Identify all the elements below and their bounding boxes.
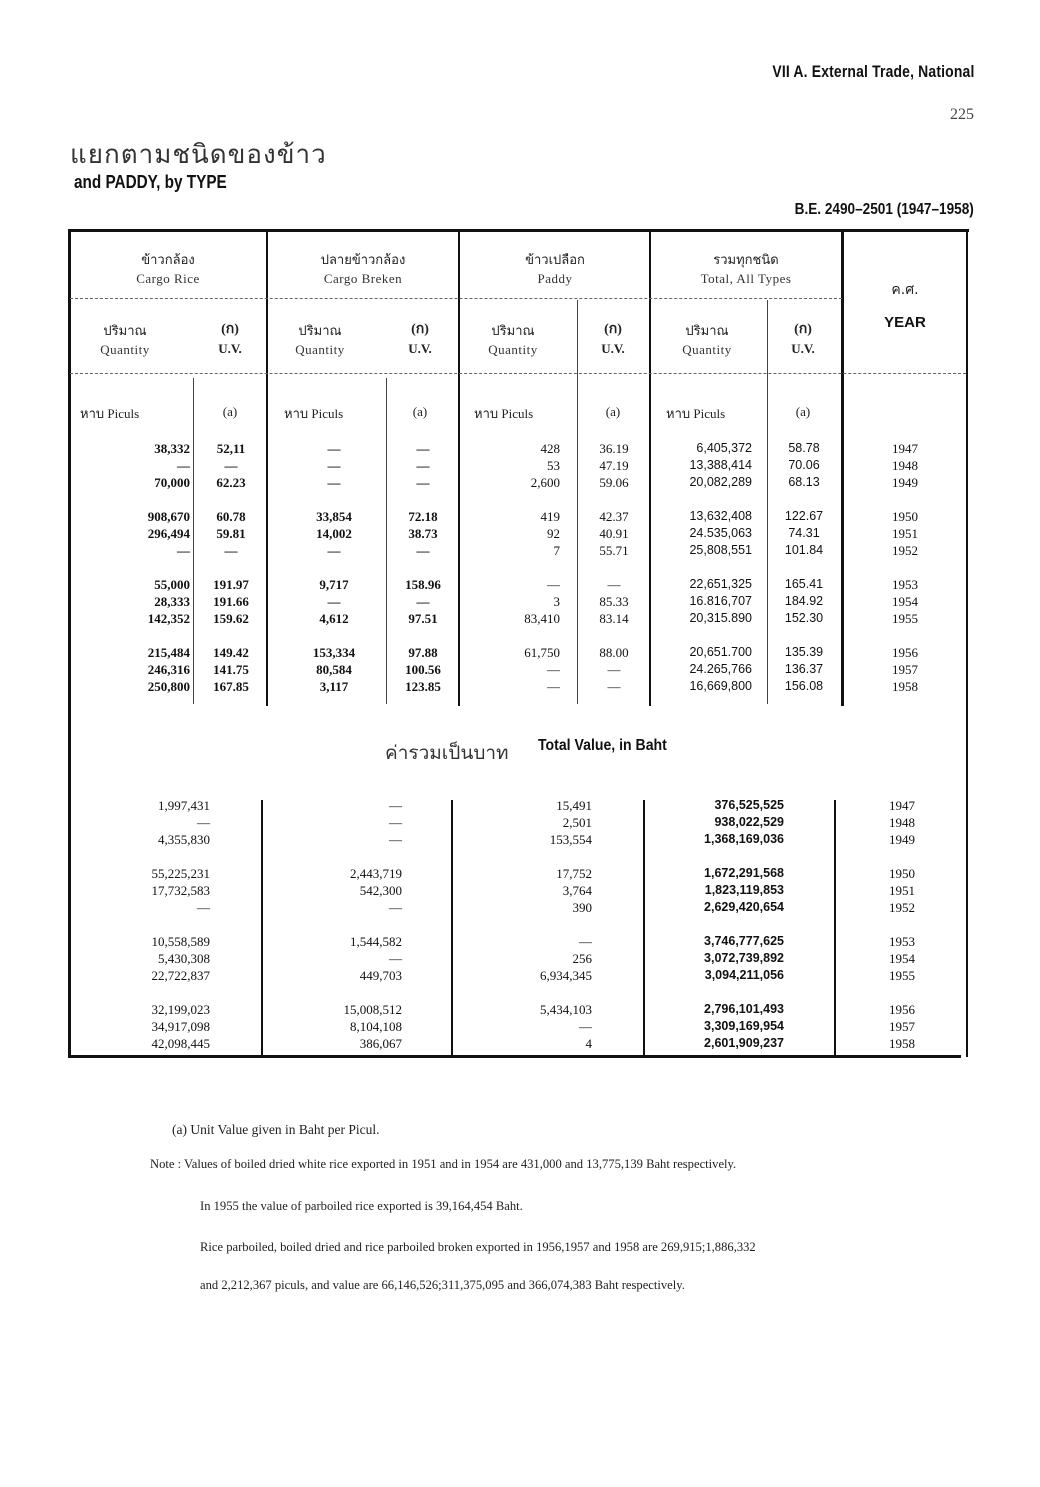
table-cell: 92 bbox=[547, 526, 560, 541]
table-cell: 6,934,345 bbox=[540, 968, 592, 983]
table-cell: — bbox=[607, 679, 621, 694]
group-gap bbox=[100, 491, 190, 508]
table-cell: 58.78 bbox=[788, 441, 820, 455]
group-gap bbox=[300, 848, 402, 865]
subcol-divider bbox=[767, 300, 768, 704]
value-section-title: Total Value, in Baht bbox=[538, 737, 667, 754]
quantity-thai-label: ปริมาณ bbox=[103, 324, 147, 339]
table-cell: 1,544,582 bbox=[350, 934, 402, 949]
group-gap bbox=[773, 559, 835, 576]
table-cell: 22,722,837 bbox=[151, 968, 210, 983]
group-gap bbox=[392, 559, 454, 576]
table-cell: — bbox=[547, 679, 560, 694]
table-cell: — bbox=[547, 577, 560, 592]
table-cell: 13,632,408 bbox=[689, 509, 752, 523]
group-gap bbox=[660, 559, 752, 576]
table-cell: — bbox=[547, 662, 560, 677]
table-cell: 70.06 bbox=[788, 458, 820, 472]
table-cell: 142,352 bbox=[147, 611, 190, 626]
table-cell: 24.265,766 bbox=[689, 662, 752, 676]
group-gap bbox=[392, 627, 454, 644]
table-cell: 1,368,169,036 bbox=[704, 832, 784, 846]
table-cell: 5,430,308 bbox=[158, 951, 210, 966]
table-cell: 22,651,325 bbox=[689, 577, 752, 591]
table-cell: 3,072,739,892 bbox=[704, 951, 784, 965]
table-cell: 1947 bbox=[892, 441, 918, 456]
table-cell: 2,443,719 bbox=[350, 866, 402, 881]
table-cell: 72.18 bbox=[408, 509, 438, 524]
table-cell: 938,022,529 bbox=[714, 815, 784, 829]
group-gap bbox=[200, 559, 262, 576]
table-cell: 1,997,431 bbox=[158, 798, 210, 813]
group-gap bbox=[392, 491, 454, 508]
table-cell: 2,601,909,237 bbox=[704, 1036, 784, 1050]
table-cell: 215,484 bbox=[147, 645, 190, 660]
table-bottom-border bbox=[68, 1055, 961, 1058]
group-gap bbox=[300, 916, 402, 933]
table-cell: 15,491 bbox=[556, 798, 592, 813]
table-cell: 1950 bbox=[892, 509, 918, 524]
group-label: Paddy bbox=[537, 271, 573, 286]
table-cell: 32,199,023 bbox=[151, 1002, 210, 1017]
header-separator bbox=[70, 298, 842, 299]
unit-uv: (a) bbox=[795, 404, 811, 419]
table-cell: 9,717 bbox=[319, 577, 349, 592]
cargo-rice-value-column bbox=[110, 797, 210, 1052]
quantity-thai-label: ปริมาณ bbox=[491, 324, 535, 339]
table-cell: — bbox=[177, 458, 190, 473]
group-gap bbox=[490, 491, 560, 508]
period-label: B.E. 2490–2501 (1947–1958) bbox=[794, 201, 974, 218]
subcol-divider bbox=[386, 378, 387, 704]
table-cell: 24.535,063 bbox=[689, 526, 752, 540]
table-cell: 250,800 bbox=[147, 679, 190, 694]
table-cell: 908,670 bbox=[147, 509, 190, 524]
group-gap bbox=[200, 627, 262, 644]
subcol-divider bbox=[577, 300, 578, 704]
footnote-note: In 1955 the value of parboiled rice exported is 39,164,454 Baht. bbox=[200, 1199, 523, 1213]
table-cell: 1949 bbox=[892, 475, 918, 490]
group-gap bbox=[660, 491, 752, 508]
cargo-rice-quantity-column bbox=[100, 440, 190, 695]
table-cell: 4,612 bbox=[319, 611, 349, 626]
table-cell: 55,225,231 bbox=[151, 866, 210, 881]
group-thai-label: ข้าวเปลือก bbox=[525, 253, 585, 268]
table-cell: 3 bbox=[553, 594, 560, 609]
table-cell: 1,672,291,568 bbox=[704, 866, 784, 880]
table-cell: 1958 bbox=[892, 679, 918, 694]
table-cell: 101.84 bbox=[784, 543, 824, 557]
table-cell: 55.71 bbox=[599, 543, 629, 558]
cargo-rice-uv-column bbox=[200, 440, 262, 695]
footnote-a: (a) Unit Value given in Baht per Picul. bbox=[172, 1122, 380, 1137]
table-cell: — bbox=[389, 900, 402, 915]
group-gap bbox=[110, 848, 210, 865]
table-cell: 428 bbox=[540, 441, 560, 456]
footnote-note: Note : Values of boiled dried white rice exported in 1951 and in 1954 are 431,000 and 13,775,139 Baht respectively. bbox=[150, 1157, 737, 1171]
uv-label: U.V. bbox=[408, 341, 432, 356]
table-cell: — bbox=[416, 458, 430, 473]
group-gap bbox=[200, 491, 262, 508]
table-cell: 1951 bbox=[889, 883, 915, 898]
table-cell: — bbox=[327, 441, 341, 456]
footnote-note: and 2,212,367 piculs, and value are 66,146,526;311,375,095 and 366,074,383 Baht respectively. bbox=[200, 1278, 685, 1292]
group-gap bbox=[296, 491, 372, 508]
group-gap bbox=[583, 627, 645, 644]
table-cell: 1952 bbox=[892, 543, 918, 558]
table-cell: 1957 bbox=[889, 1019, 915, 1034]
table-cell: 80,584 bbox=[316, 662, 352, 677]
unit-uv: (a) bbox=[605, 404, 621, 419]
table-cell: 256 bbox=[572, 951, 592, 966]
table-cell: 149.42 bbox=[213, 645, 249, 660]
table-cell: 16.816,707 bbox=[689, 594, 752, 608]
table-cell: 141.75 bbox=[213, 662, 249, 677]
table-cell: 52,11 bbox=[216, 441, 246, 456]
table-cell: 6,405,372 bbox=[696, 441, 752, 455]
table-cell: 8,104,108 bbox=[350, 1019, 402, 1034]
total-uv-column bbox=[773, 440, 835, 695]
table-top-border bbox=[68, 229, 969, 232]
group-gap bbox=[850, 984, 954, 1001]
table-cell: 158.96 bbox=[405, 577, 441, 592]
table-cell: 153,554 bbox=[549, 832, 592, 847]
table-cell: — bbox=[197, 815, 210, 830]
page-title: and PADDY, by TYPE bbox=[74, 172, 227, 192]
group-label: Total, All Types bbox=[700, 271, 792, 286]
uv-thai-label: (ก) bbox=[794, 322, 812, 337]
uv-label: U.V. bbox=[601, 341, 625, 356]
table-cell: 97.51 bbox=[408, 611, 438, 626]
table-cell: 34,917,098 bbox=[151, 1019, 210, 1034]
group-gap bbox=[660, 627, 752, 644]
table-cell: 165.41 bbox=[784, 577, 824, 591]
table-cell: — bbox=[327, 475, 341, 490]
table-cell: 152.30 bbox=[784, 611, 824, 625]
group-gap bbox=[850, 848, 954, 865]
group-thai-label: ข้าวกล้อง bbox=[141, 253, 195, 268]
table-cell: 74.31 bbox=[788, 526, 820, 540]
table-cell: 1954 bbox=[889, 951, 915, 966]
group-gap bbox=[490, 916, 592, 933]
group-divider bbox=[266, 231, 268, 706]
cargo-broken-quantity-column bbox=[296, 440, 372, 695]
uv-label: U.V. bbox=[218, 341, 242, 356]
table-cell: — bbox=[389, 798, 402, 813]
table-cell: — bbox=[327, 543, 341, 558]
table-cell: 100.56 bbox=[405, 662, 441, 677]
group-divider bbox=[834, 800, 836, 1056]
group-divider bbox=[261, 800, 263, 1056]
table-cell: — bbox=[177, 543, 190, 558]
group-gap bbox=[110, 916, 210, 933]
year-column bbox=[850, 440, 960, 695]
section-title: VII A. External Trade, National bbox=[771, 62, 974, 81]
group-divider bbox=[841, 231, 844, 706]
group-gap bbox=[773, 627, 835, 644]
group-gap bbox=[850, 627, 960, 644]
table-cell: 3,094,211,056 bbox=[704, 968, 784, 982]
table-cell: 135.39 bbox=[784, 645, 824, 659]
group-gap bbox=[680, 984, 784, 1001]
table-cell: 42,098,445 bbox=[151, 1036, 210, 1051]
table-cell: 17,752 bbox=[556, 866, 592, 881]
group-gap bbox=[490, 559, 560, 576]
table-cell: 191.97 bbox=[213, 577, 249, 592]
table-cell: 17,732,583 bbox=[151, 883, 210, 898]
cargo-broken-uv-column bbox=[392, 440, 454, 695]
unit-piculs: หาบ Piculs bbox=[474, 406, 534, 421]
uv-label: U.V. bbox=[791, 341, 815, 356]
table-cell: 4,355,830 bbox=[158, 832, 210, 847]
table-cell: 123.85 bbox=[405, 679, 441, 694]
table-cell: 85.33 bbox=[599, 594, 629, 609]
table-cell: 20,082,289 bbox=[689, 475, 752, 489]
paddy-uv-column bbox=[583, 440, 645, 695]
page-title-thai: แยกตามชนิดของข้าว bbox=[70, 140, 327, 170]
table-cell: — bbox=[416, 594, 430, 609]
table-cell: 449,703 bbox=[359, 968, 402, 983]
group-label: Cargo Rice bbox=[136, 271, 200, 286]
table-cell: 1947 bbox=[889, 798, 915, 813]
table-cell: 10,558,589 bbox=[151, 934, 210, 949]
uv-thai-label: (ก) bbox=[221, 322, 239, 337]
unit-uv: (a) bbox=[222, 404, 238, 419]
table-cell: 1955 bbox=[892, 611, 918, 626]
year-thai-label: ค.ศ. bbox=[891, 282, 919, 298]
table-cell: — bbox=[389, 815, 402, 830]
table-cell: 68.13 bbox=[788, 475, 820, 489]
group-thai-label: ปลายข้าวกล้อง bbox=[320, 253, 406, 268]
table-cell: 1957 bbox=[892, 662, 918, 677]
table-cell: 2,501 bbox=[562, 815, 592, 830]
table-cell: 3,117 bbox=[319, 679, 349, 694]
table-cell: 33,854 bbox=[316, 509, 352, 524]
table-cell: 28,333 bbox=[154, 594, 190, 609]
group-gap bbox=[583, 491, 645, 508]
table-cell: — bbox=[416, 441, 430, 456]
table-cell: 419 bbox=[540, 509, 560, 524]
table-cell: 184.92 bbox=[784, 594, 824, 608]
page-number: 225 bbox=[950, 106, 974, 123]
table-cell: — bbox=[416, 543, 430, 558]
table-cell: — bbox=[607, 662, 621, 677]
table-cell: 97.88 bbox=[408, 645, 438, 660]
table-cell: 1955 bbox=[889, 968, 915, 983]
table-cell: 42.37 bbox=[599, 509, 629, 524]
group-divider bbox=[458, 231, 460, 706]
table-cell: 153,334 bbox=[312, 645, 356, 660]
table-cell: 59.06 bbox=[599, 475, 629, 490]
table-cell: 191.66 bbox=[213, 594, 249, 609]
paddy-quantity-column bbox=[490, 440, 560, 695]
group-gap bbox=[490, 848, 592, 865]
unit-piculs: หาบ Piculs bbox=[80, 406, 140, 421]
table-cell: 1951 bbox=[892, 526, 918, 541]
unit-piculs: หาบ Piculs bbox=[666, 406, 726, 421]
group-gap bbox=[850, 491, 960, 508]
table-cell: — bbox=[579, 1019, 592, 1034]
group-gap bbox=[110, 984, 210, 1001]
table-cell: 136.37 bbox=[784, 662, 824, 676]
table-cell: — bbox=[224, 543, 238, 558]
header-separator bbox=[70, 373, 966, 374]
group-gap bbox=[300, 984, 402, 1001]
table-cell: 7 bbox=[553, 543, 560, 558]
table-cell: 83,410 bbox=[524, 611, 560, 626]
table-cell: — bbox=[224, 458, 238, 473]
quantity-thai-label: ปริมาณ bbox=[298, 324, 342, 339]
table-cell: 1948 bbox=[892, 458, 918, 473]
quantity-label: Quantity bbox=[100, 342, 150, 357]
group-gap bbox=[850, 559, 960, 576]
footnote-note: Rice parboiled, boiled dried and rice parboiled broken exported in 1956,1957 and 1958 are 269,915;1,886,332 bbox=[200, 1240, 756, 1254]
table-cell: 59.81 bbox=[216, 526, 246, 541]
table-cell: — bbox=[197, 900, 210, 915]
table-cell: 296,494 bbox=[147, 526, 190, 541]
table-cell: 4 bbox=[585, 1036, 592, 1051]
table-cell: 122.67 bbox=[784, 509, 824, 523]
quantity-label: Quantity bbox=[295, 342, 345, 357]
table-cell: 1,823,119,853 bbox=[704, 883, 784, 897]
table-cell: 376,525,525 bbox=[714, 798, 784, 812]
table-cell: 5,434,103 bbox=[540, 1002, 592, 1017]
year-column bbox=[850, 797, 954, 1052]
table-cell: 3,746,777,625 bbox=[704, 934, 784, 948]
group-gap bbox=[100, 559, 190, 576]
group-gap bbox=[100, 627, 190, 644]
group-gap bbox=[773, 491, 835, 508]
group-gap bbox=[490, 984, 592, 1001]
group-gap bbox=[680, 916, 784, 933]
quantity-thai-label: ปริมาณ bbox=[685, 324, 729, 339]
table-cell: — bbox=[389, 951, 402, 966]
paddy-value-column bbox=[490, 797, 592, 1052]
group-gap bbox=[490, 627, 560, 644]
table-cell: — bbox=[327, 458, 341, 473]
quantity-label: Quantity bbox=[682, 342, 732, 357]
group-gap bbox=[583, 559, 645, 576]
table-cell: 2,629,420,654 bbox=[704, 900, 784, 914]
table-cell: 13,388,414 bbox=[689, 458, 752, 472]
table-cell: 3,764 bbox=[562, 883, 592, 898]
table-cell: — bbox=[416, 475, 430, 490]
table-right-border bbox=[966, 231, 968, 1057]
table-cell: 1948 bbox=[889, 815, 915, 830]
table-cell: — bbox=[327, 594, 341, 609]
year-label: YEAR bbox=[884, 314, 926, 331]
quantity-label: Quantity bbox=[488, 342, 538, 357]
table-cell: 20,651.700 bbox=[689, 645, 752, 659]
table-cell: 38.73 bbox=[408, 526, 438, 541]
table-cell: — bbox=[607, 577, 621, 592]
table-cell: 60.78 bbox=[216, 509, 246, 524]
table-cell: 15,008,512 bbox=[343, 1002, 402, 1017]
table-cell: 62.23 bbox=[216, 475, 246, 490]
table-cell: 1950 bbox=[889, 866, 915, 881]
table-cell: 47.19 bbox=[599, 458, 629, 473]
table-cell: 14,002 bbox=[316, 526, 352, 541]
table-cell: 1954 bbox=[892, 594, 918, 609]
table-cell: 16,669,800 bbox=[689, 679, 752, 693]
table-cell: — bbox=[579, 934, 592, 949]
group-gap bbox=[680, 848, 784, 865]
table-cell: 1949 bbox=[889, 832, 915, 847]
table-cell: 156.08 bbox=[784, 679, 824, 693]
table-cell: 1956 bbox=[892, 645, 918, 660]
table-cell: 386,067 bbox=[359, 1036, 402, 1051]
table-cell: 61,750 bbox=[524, 645, 560, 660]
table-cell: 1953 bbox=[889, 934, 915, 949]
table-cell: 159.62 bbox=[213, 611, 249, 626]
table-cell: 1953 bbox=[892, 577, 918, 592]
table-cell: 1956 bbox=[889, 1002, 915, 1017]
group-divider bbox=[451, 800, 453, 1056]
unit-uv: (a) bbox=[412, 404, 428, 419]
group-gap bbox=[296, 627, 372, 644]
cargo-broken-value-column bbox=[300, 797, 402, 1052]
group-divider bbox=[643, 800, 645, 1056]
table-cell: 38,332 bbox=[154, 441, 190, 456]
table-cell: — bbox=[389, 832, 402, 847]
table-cell: 70,000 bbox=[154, 475, 190, 490]
table-cell: 2,600 bbox=[530, 475, 560, 490]
uv-thai-label: (ก) bbox=[411, 322, 429, 337]
table-cell: 167.85 bbox=[213, 679, 249, 694]
table-cell: 25,808,551 bbox=[689, 543, 752, 557]
total-value-column bbox=[680, 797, 784, 1052]
table-cell: 53 bbox=[547, 458, 560, 473]
group-gap bbox=[850, 916, 954, 933]
table-cell: 1952 bbox=[889, 900, 915, 915]
table-cell: 83.14 bbox=[599, 611, 629, 626]
table-cell: 20,315.890 bbox=[689, 611, 752, 625]
table-cell: 36.19 bbox=[599, 441, 629, 456]
value-section-thai-title: ค่ารวมเป็นบาท bbox=[385, 742, 509, 764]
table-cell: 542,300 bbox=[359, 883, 402, 898]
table-cell: 246,316 bbox=[147, 662, 190, 677]
table-cell: 2,796,101,493 bbox=[704, 1002, 784, 1016]
group-thai-label: รวมทุกชนิด bbox=[713, 253, 779, 268]
unit-piculs: หาบ Piculs bbox=[284, 406, 344, 421]
table-left-border bbox=[68, 231, 71, 1057]
table-cell: 40.91 bbox=[599, 526, 629, 541]
uv-thai-label: (ก) bbox=[604, 322, 622, 337]
group-gap bbox=[296, 559, 372, 576]
table-cell: 88.00 bbox=[599, 645, 629, 660]
table-cell: 1958 bbox=[889, 1036, 915, 1051]
group-divider bbox=[649, 231, 651, 706]
total-quantity-column bbox=[660, 440, 752, 695]
table-cell: 390 bbox=[572, 900, 592, 915]
table-cell: 55,000 bbox=[154, 577, 190, 592]
table-cell: 3,309,169,954 bbox=[704, 1019, 784, 1033]
subcol-divider bbox=[193, 378, 194, 704]
group-label: Cargo Breken bbox=[323, 271, 403, 286]
